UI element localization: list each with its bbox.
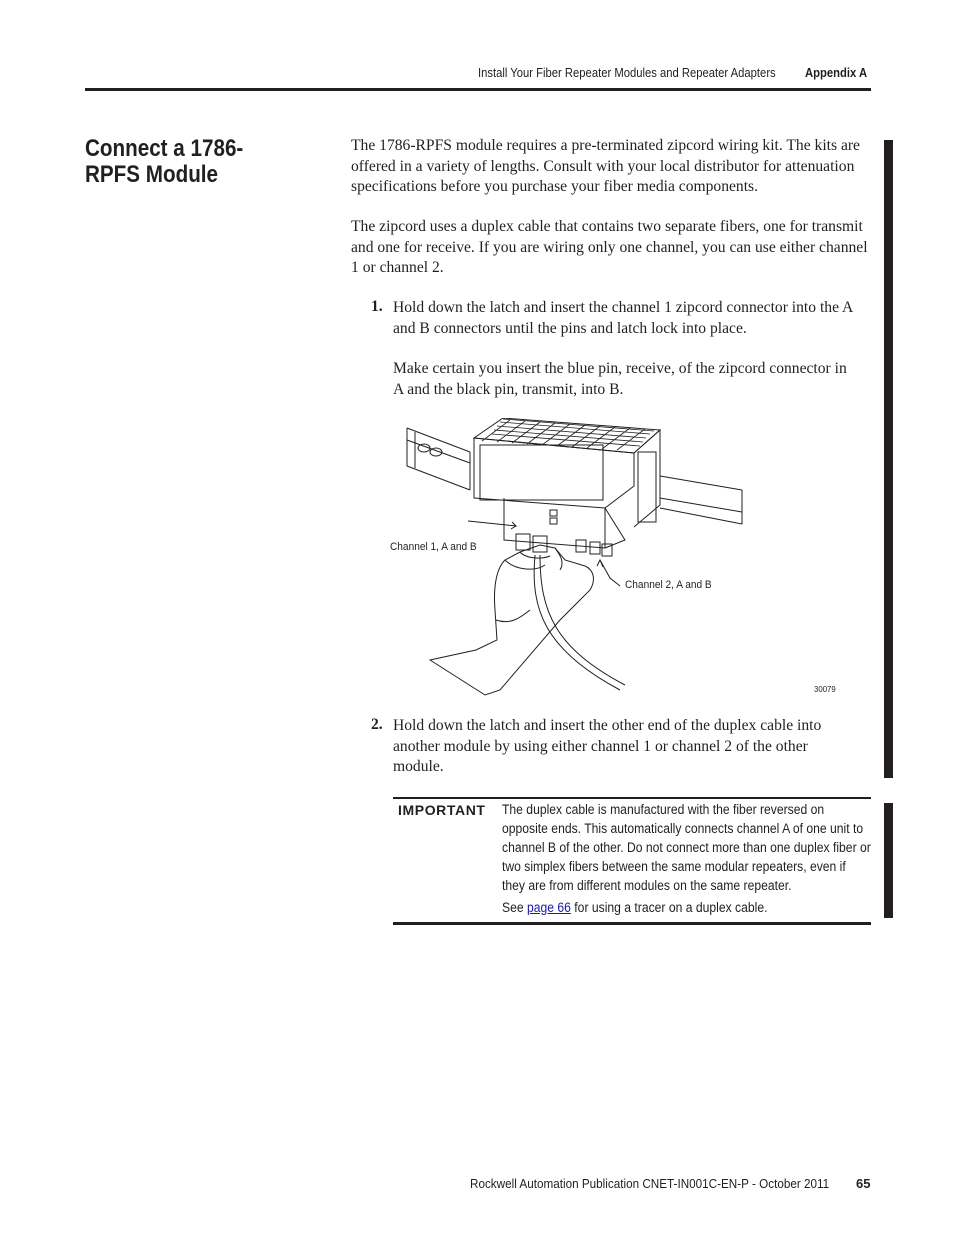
important-see-line [502,898,871,917]
figure-label-channel-1: Channel 1, A and B [390,541,477,553]
page-66-link[interactable]: page 66 [527,900,571,915]
footer-publication: Rockwell Automation Publication CNET-IN001C-EN-P - October 2011 [470,1176,830,1191]
module-connection-illustration [380,418,850,703]
section-heading: Connect a 1786-RPFS Module [85,135,244,188]
step-1-number: 1. [371,298,383,315]
step-1-note: Make certain you insert the blue pin, receive, of the zipcord connector in A and the black pin, transmit, into B. [393,360,847,398]
step-2-number: 2. [371,716,383,733]
header-rule [85,88,871,91]
header-chapter-title: Install Your Fiber Repeater Modules and Repeater Adapters [478,66,776,80]
important-box-bottom-rule [393,922,871,925]
figure-number: 30079 [814,684,836,694]
step-1-text: Hold down the latch and insert the channel 1 zipcord connector into the A and B connectors until the pins and latch lock into place. [393,299,853,337]
important-text: The duplex cable is manufactured with the fiber reversed on opposite ends. This automatically connects channel A of one unit to channel B of the other. Do not connect more than one duplex fiber or two simplex fibers between the same modular repeaters, even if they are from different modules on the same repeater. [502,802,871,893]
important-box-top-rule [393,797,871,799]
header-appendix-label: Appendix A [805,66,868,80]
change-bar [884,803,893,918]
step-2-text: Hold down the latch and insert the other end of the duplex cable into another module by using either channel 1 or channel 2 of the other module. [393,717,822,775]
see-suffix: for using a tracer on a duplex cable. [570,900,768,915]
important-label: IMPORTANT [398,802,486,818]
page-number: 65 [856,1176,871,1191]
change-bar [884,140,893,778]
body-paragraph-2: The zipcord uses a duplex cable that contains two separate fibers, one for transmit and one for receive. If you are wiring only one channel, you can use either channel 1 or channel 2. [351,218,868,276]
figure-label-channel-2: Channel 2, A and B [625,579,712,591]
body-paragraph-1: The 1786-RPFS module requires a pre-terminated zipcord wiring kit. The kits are offered in a variety of lengths. Consult with your local distributor for attenuation specifications before you purchase your fiber media components. [351,137,860,195]
see-prefix: See [502,900,528,915]
